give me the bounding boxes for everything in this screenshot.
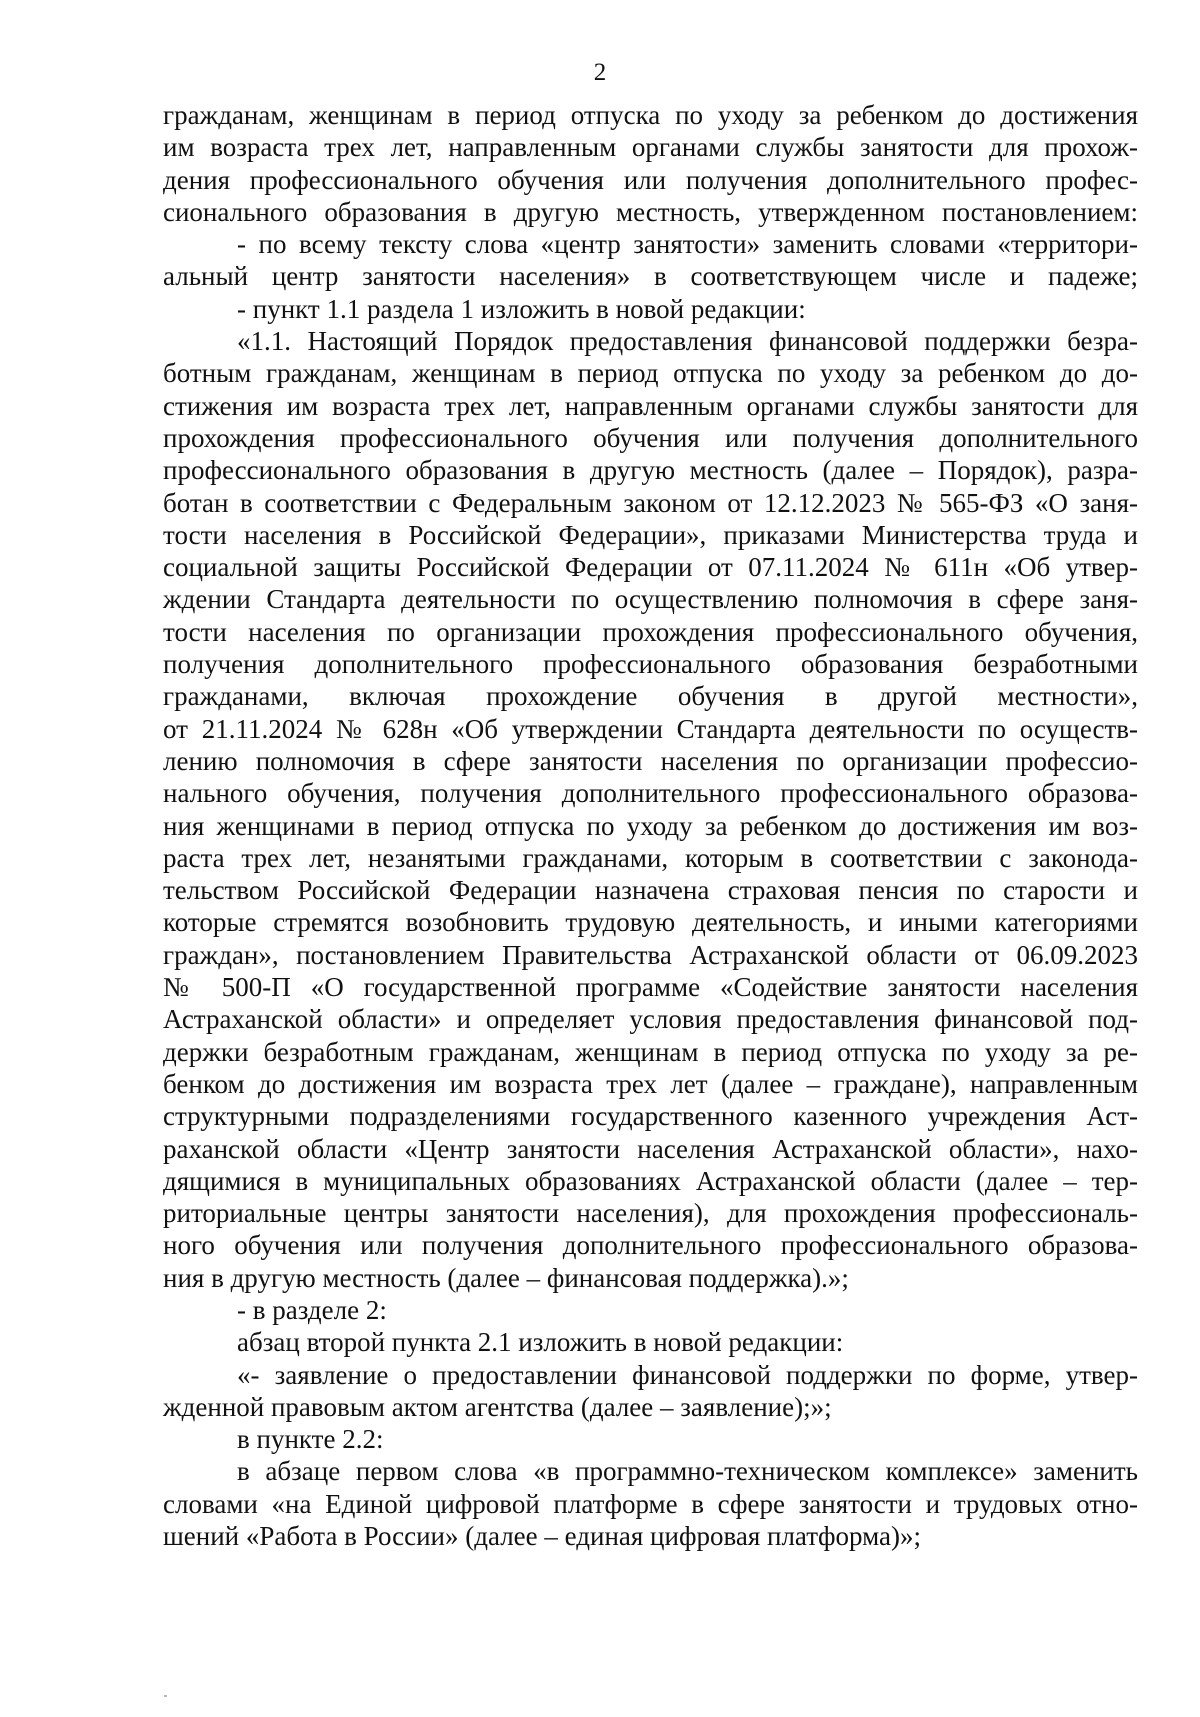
text-line: профессионального образования в другую местность (далее – Порядок), разра- [163,455,1138,486]
text-line: граждан», постановлением Правительства Астраханской области от 06.09.2023 [163,939,1138,970]
text-line: жденной правовым актом агентства (далее – заявление);»; [163,1391,832,1422]
text-line: социальной защиты Российской Федерации от 07.11.2024 № 611н «Об утвер- [163,552,1138,583]
text-line: - в разделе 2: [237,1294,387,1325]
text-line: получения дополнительного профессионального образования безработными [163,649,1138,680]
text-line: «- заявление о предоставлении финансовой поддержки по форме, утвер- [237,1359,1138,1390]
text-line: раханской области «Центр занятости населения Астраханской области», нахо- [163,1133,1138,1164]
text-line: гражданами, включая прохождение обучения в другой местности», [163,681,1138,712]
text-line: дения профессионального обучения или получения дополнительного профес- [163,164,1138,195]
text-line: тости населения по организации прохождения профессионального обучения, [163,616,1138,647]
scan-artifact [164,1695,167,1697]
text-line: риториальные центры занятости населения), для прохождения профессиональ- [163,1198,1138,1229]
page-number: 2 [593,59,607,86]
text-line: словами «на Единой цифровой платформе в сфере занятости и трудовых отно- [163,1488,1138,1519]
text-line: ждении Стандарта деятельности по осуществлению полномочия в сфере заня- [163,584,1138,615]
text-line: ботным гражданам, женщинам в период отпуска по уходу за ребенком до до- [163,358,1138,389]
text-line: ния женщинами в период отпуска по уходу за ребенком до достижения им воз- [163,810,1138,841]
text-line: дящимися в муниципальных образованиях Астраханской области (далее – тер- [163,1165,1138,1196]
text-line: - по всему тексту слова «центр занятости» заменить словами «территори- [237,229,1138,260]
text-line: структурными подразделениями государственного казенного учреждения Аст- [163,1101,1138,1132]
text-line: - пункт 1.1 раздела 1 изложить в новой редакции: [237,293,806,324]
text-line: прохождения профессионального обучения или получения дополнительного [163,422,1138,453]
text-line: в пункте 2.2: [237,1424,384,1455]
text-line: сионального образования в другую местность, утвержденном постановлением: [163,196,1138,227]
text-line: стижения им возраста трех лет, направленным органами службы занятости для [163,390,1138,421]
text-line: нального обучения, получения дополнительного профессионального образова- [163,778,1138,809]
text-line: держки безработным гражданам, женщинам в период отпуска по уходу за ре- [163,1036,1138,1067]
text-line: № 500-П «О государственной программе «Содействие занятости населения [163,972,1138,1003]
text-line: гражданам, женщинам в период отпуска по уходу за ребенком до достижения [163,100,1138,130]
text-line: тости населения в Российской Федерации», приказами Министерства труда и [163,519,1138,550]
text-line: бенком до достижения им возраста трех лет (далее – граждане), направленным [163,1068,1138,1099]
text-line: ния в другую местность (далее – финансовая поддержка).»; [163,1262,849,1293]
text-line: «1.1. Настоящий Порядок предоставления финансовой поддержки безра- [237,326,1138,357]
text-line: лению полномочия в сфере занятости населения по организации профессио- [163,745,1138,776]
text-line: альный центр занятости населения» в соответствующем числе и падеже; [163,261,1138,292]
text-line: которые стремятся возобновить трудовую деятельность, и иными категориями [163,907,1138,938]
text-line: в абзаце первом слова «в программно-техническом комплексе» заменить [237,1456,1138,1487]
text-line: тельством Российской Федерации назначена страховая пенсия по старости и [163,875,1138,906]
text-line: шений «Работа в России» (далее – единая цифровая платформа)»; [163,1521,921,1552]
text-line: им возраста трех лет, направленным органами службы занятости для прохож- [163,132,1138,163]
text-line: абзац второй пункта 2.1 изложить в новой редакции: [237,1327,844,1358]
text-line: ного обучения или получения дополнительного профессионального образова- [163,1230,1138,1261]
text-line: ботан в соответствии с Федеральным законом от 12.12.2023 № 565-ФЗ «О заня- [163,487,1138,518]
text-line: Астраханской области» и определяет условия предоставления финансовой под- [163,1004,1138,1035]
text-line: от 21.11.2024 № 628н «Об утверждении Стандарта деятельности по осуществ- [163,713,1138,744]
document-body [163,99,1138,1552]
text-line: раста трех лет, незанятыми гражданами, которым в соответствии с законода- [163,842,1138,873]
